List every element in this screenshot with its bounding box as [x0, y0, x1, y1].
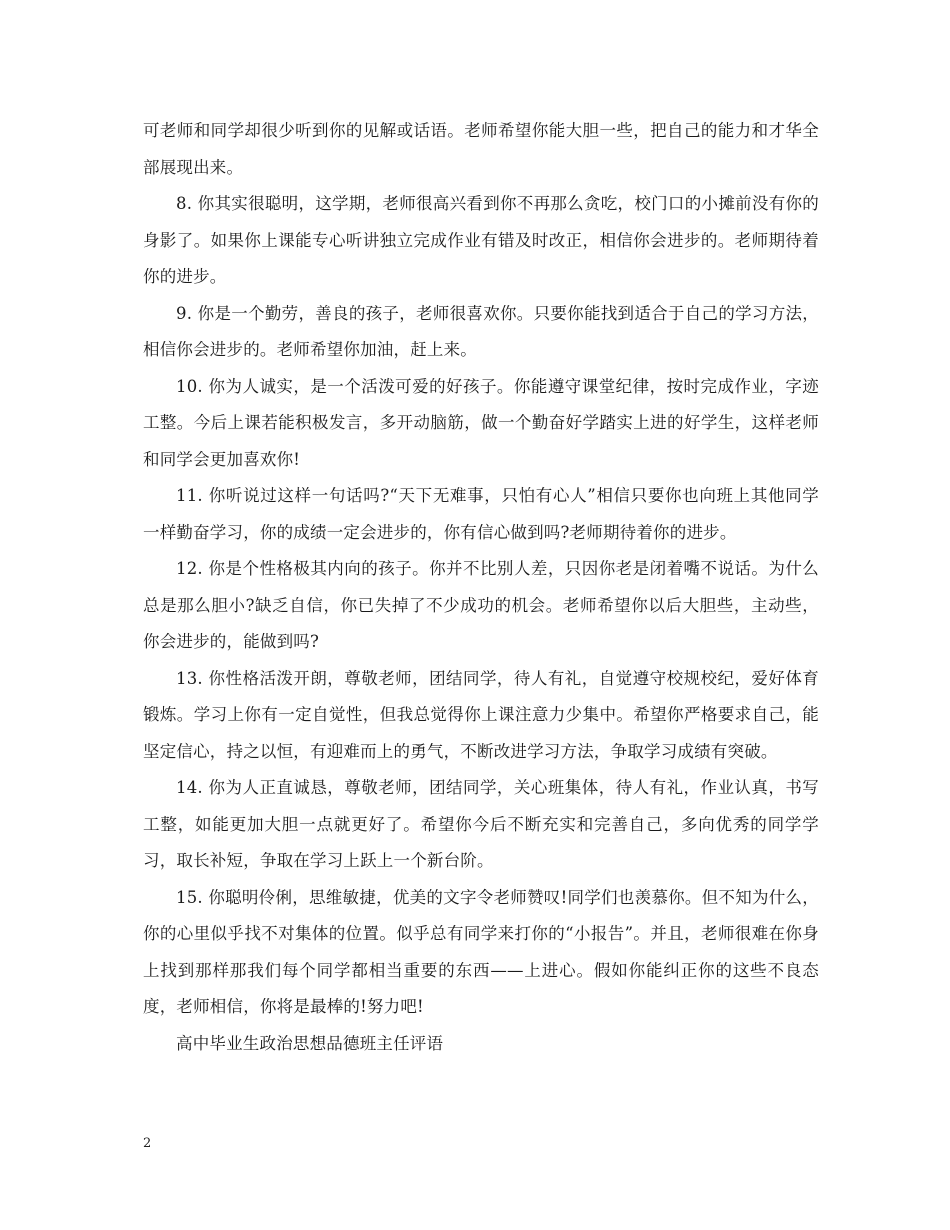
section-heading: 高中毕业生政治思想品德班主任评语	[176, 1033, 444, 1053]
paragraph-item-9: 9. 你是一个勤劳，善良的孩子，老师很喜欢你。只要你能找到适合于自己的学习方法，相信你会进步的。老师希望你加油，赶上来。	[143, 303, 819, 359]
paragraph-item-11: 11. 你听说过这样一句话吗?“天下无难事，只怕有心人”相信只要你也向班上其他同学一样勤奋学习，你的成绩一定会进步的，你有信心做到吗?老师期待着你的进步。	[143, 486, 819, 542]
paragraph-item-12: 12. 你是个性格极其内向的孩子。你并不比别人差，只因你老是闭着嘴不说话。为什么总是那么胆小?缺乏自信，你已失掉了不少成功的机会。老师希望你以后大胆些，主动些，你会进步的，能做到吗?	[143, 559, 819, 651]
page-number: 2	[143, 1136, 152, 1151]
paragraph-item-8: 8. 你其实很聪明，这学期，老师很高兴看到你不再那么贪吃，校门口的小摊前没有你的身影了。如果你上课能专心听讲独立完成作业有错及时改正，相信你会进步的。老师期待着你的进步。	[143, 194, 819, 286]
paragraph-item-13: 13. 你性格活泼开朗，尊敬老师，团结同学，待人有礼，自觉遵守校规校纪，爱好体育锻炼。学习上你有一定自觉性，但我总觉得你上课注意力少集中。希望你严格要求自己，能坚定信心，持之以恒，有迎难而上的勇气，不断改进学习方法，争取学习成绩有突破。	[143, 668, 819, 761]
paragraph-item-15: 15. 你聪明伶俐，思维敏捷，优美的文字令老师赞叹!同学们也羡慕你。但不知为什么，你的心里似乎找不对集体的位置。似乎总有同学来打你的“小报告”。并且，老师很难在你身上找到那样那我们每个同学都相当重要的东西——上进心。假如你能纠正你的这些不良态度，老师相信，你将是最棒的!努力吧!	[143, 887, 819, 1016]
paragraph-continuation: 可老师和同学却很少听到你的见解或话语。老师希望你能大胆一些，把自己的能力和才华全部展现出来。	[143, 121, 819, 177]
document-body	[143, 113, 819, 1062]
paragraph-item-10: 10. 你为人诚实，是一个活泼可爱的好孩子。你能遵守课堂纪律，按时完成作业，字迹工整。今后上课若能积极发言，多开动脑筋，做一个勤奋好学踏实上进的好学生，这样老师和同学会更加喜欢你!	[143, 376, 819, 469]
paragraph-item-14: 14. 你为人正直诚恳，尊敬老师，团结同学，关心班集体，待人有礼，作业认真，书写工整，如能更加大胆一点就更好了。希望你今后不断充实和完善自己，多向优秀的同学学习，取长补短，争取在学习上跃上一个新台阶。	[143, 778, 819, 870]
